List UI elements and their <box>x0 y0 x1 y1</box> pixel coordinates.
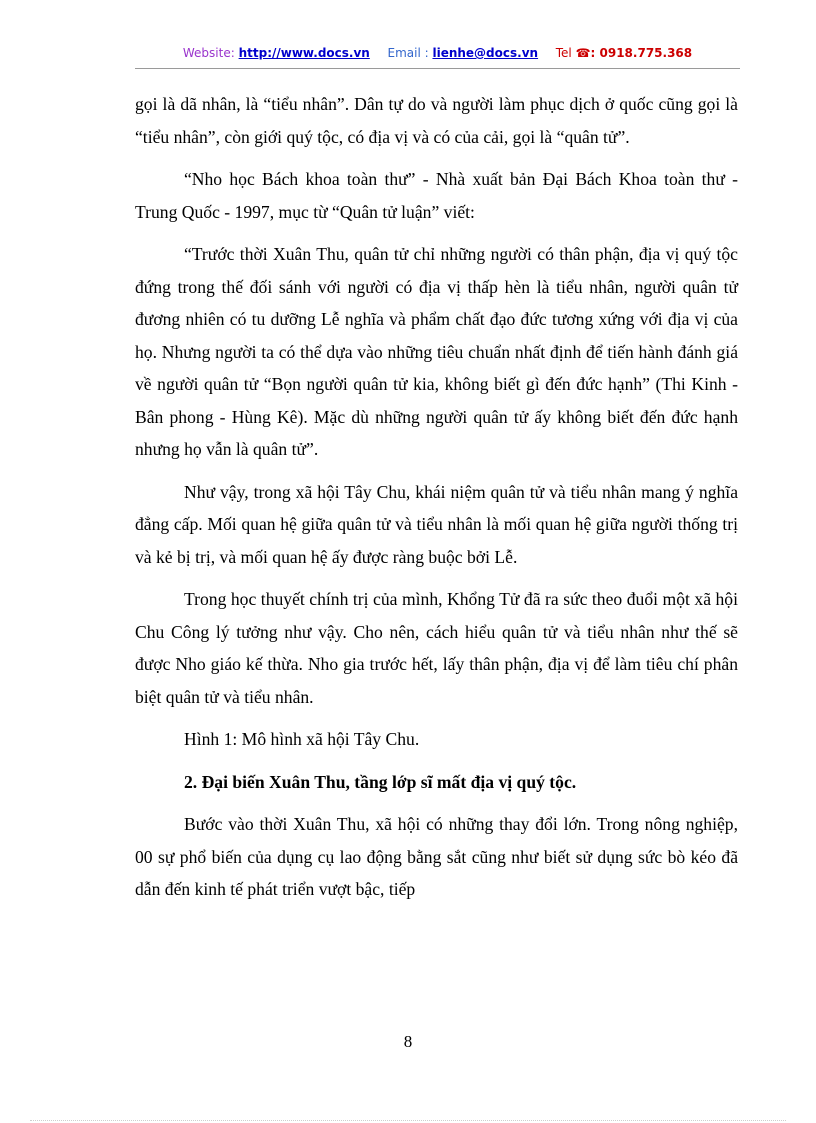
page-header <box>135 46 740 69</box>
section-heading: 2. Đại biến Xuân Thu, tầng lớp sĩ mất địa vị quý tộc. <box>184 771 577 792</box>
paragraph: “Nho học Bách khoa toàn thư” - Nhà xuất bản Đại Bách Khoa toàn thư - Trung Quốc - 1997, mục từ “Quân tử luận” viết: <box>135 169 738 222</box>
page-bottom-divider <box>30 1120 786 1121</box>
paragraph: gọi là dã nhân, là “tiểu nhân”. Dân tự do và người làm phục dịch ở quốc cũng gọi là “tiểu nhân”, còn giới quý tộc, có địa vị và có của cải, gọi là “quân tử”. <box>135 94 738 147</box>
tel-label: Tel <box>555 46 572 60</box>
phone-icon: ☎ <box>575 46 591 60</box>
figure-caption: Hình 1: Mô hình xã hội Tây Chu. <box>184 729 420 749</box>
paragraph: Trong học thuyết chính trị của mình, Khổng Tử đã ra sức theo đuổi một xã hội Chu Công lý tưởng như vậy. Cho nên, cách hiểu quân tử và tiểu nhân như thế sẽ được Nho giáo kế thừa. Nho gia trước hết, lấy thân phận, địa vị để làm tiêu chí phân biệt quân tử và tiểu nhân. <box>135 589 738 707</box>
website-label: Website: <box>182 46 235 60</box>
document-body <box>135 88 738 916</box>
quote-paragraph: “Trước thời Xuân Thu, quân tử chỉ những người có thân phận, địa vị quý tộc đứng trong thế đối sánh với người có địa vị thấp hèn là tiểu nhân, người quân tử đương nhiên có tu dưỡng Lễ nghĩa và phẩm chất đạo đức tương xứng với địa vị của họ. Nhưng người ta có thể dựa vào những tiêu chuẩn nhất định để tiến hành đánh giá về người quân tử “Bọn người quân tử kia, không biết gì đến đức hạnh” (Thi Kinh - Bân phong - Hùng Kê). Mặc dù những người quân tử ấy không biết đến đức hạnh nhưng họ vẫn là quân tử”. <box>135 244 738 459</box>
paragraph: Như vậy, trong xã hội Tây Chu, khái niệm quân tử và tiểu nhân mang ý nghĩa đẳng cấp. Mối quan hệ giữa quân tử và tiểu nhân là mối quan hệ giữa người thống trị và kẻ bị trị, và mối quan hệ ấy được ràng buộc bởi Lễ. <box>135 481 738 567</box>
website-link[interactable]: http://www.docs.vn <box>238 46 370 60</box>
page-number: 8 <box>403 1032 413 1051</box>
email-label: Email : <box>387 46 429 60</box>
tel-value: : 0918.775.368 <box>590 46 693 60</box>
email-link[interactable]: lienhe@docs.vn <box>432 46 539 60</box>
paragraph: Bước vào thời Xuân Thu, xã hội có những thay đổi lớn. Trong nông nghiệp, 00 sự phổ biến của dụng cụ lao động bằng sắt cũng như biết sử dụng sức bò kéo đã dẫn đến kinh tế phát triển vượt bậc, tiếp <box>135 814 738 899</box>
